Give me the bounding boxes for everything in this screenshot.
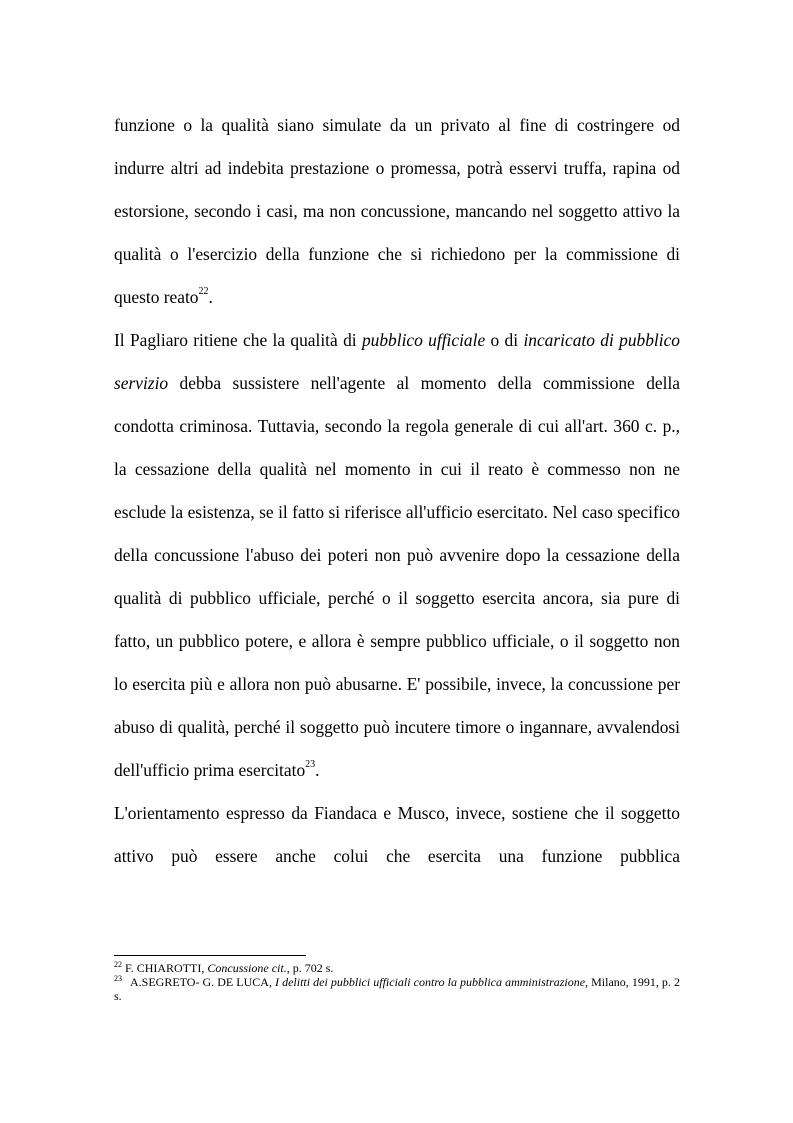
paragraph-1-end: . [208, 287, 213, 307]
footnote-23-text-b: , Milano, 1991, p. 2 s. [114, 975, 680, 1003]
footnotes [114, 955, 680, 1003]
paragraph-2-end: . [315, 760, 320, 780]
footnote-ref-23: 23 [305, 759, 316, 771]
paragraph-2 [114, 319, 680, 792]
footnote-22-text-a: F. CHIAROTTI, [122, 961, 208, 975]
footnote-23-text-a: A.SEGRETO- G. DE LUCA, [130, 975, 276, 989]
paragraph-1-text: funzione o la qualità siano simulate da un privato al fine di costringere od indurre altri ad indebita prestazione o promessa, potrà esservi truffa, rapina od estorsione, secondo i casi, ma non concussione, mancando nel soggetto attivo la qualità o l'esercizio della funzione che si richiedono per la commissione di questo reato [114, 115, 680, 307]
footnote-22-title: Concussione cit. [207, 961, 287, 975]
paragraph-2-text-a: Il Pagliaro ritiene che la qualità di [114, 330, 362, 350]
paragraph-2-text-c: debba sussistere nell'agente al momento della commissione della condotta criminosa. Tuttavia, secondo la regola generale di cui all'art. 360 c. p., la cessazione della qualità nel momento in cui il reato è commesso non ne esclude la esistenza, se il fatto si riferisce all'ufficio esercitato. Nel caso specifico della concussione l'abuso dei poteri non può avvenire dopo la cessazione della qualità di pubblico ufficiale, perché o il soggetto esercita ancora, sia pure di fatto, un pubblico potere, e allora è sempre pubblico ufficiale, o il soggetto non lo esercita più e allora non può abusarne. E' possibile, invece, la concussione per abuso di qualità, perché il soggetto può incutere timore o ingannare, avvalendosi dell'ufficio prima esercitato [114, 373, 680, 780]
footnote-22-text-b: , p. 702 s. [286, 961, 334, 975]
body-text [114, 104, 680, 878]
footnote-ref-22: 22 [198, 286, 209, 298]
paragraph-2-term-incaricato: incaricato di pubblico servizio [114, 330, 680, 393]
footnote-separator [114, 955, 306, 956]
paragraph-1 [114, 104, 680, 319]
footnote-22-number: 22 [114, 960, 122, 969]
footnote-22 [114, 961, 680, 975]
footnote-23-number: 23 [114, 974, 122, 983]
footnote-23-title: I delitti dei pubblici ufficiali contro la pubblica amministrazione [275, 975, 586, 989]
paragraph-2-term-pubblico-ufficiale: pubblico ufficiale [361, 330, 486, 350]
paragraph-3-text: L'orientamento espresso da Fiandaca e Musco, invece, sostiene che il soggetto attivo può essere anche colui che esercita una funzione pubblica [114, 803, 680, 866]
paragraph-2-text-b: o di [485, 330, 524, 350]
footnote-23 [114, 975, 680, 1003]
paragraph-3 [114, 792, 680, 878]
